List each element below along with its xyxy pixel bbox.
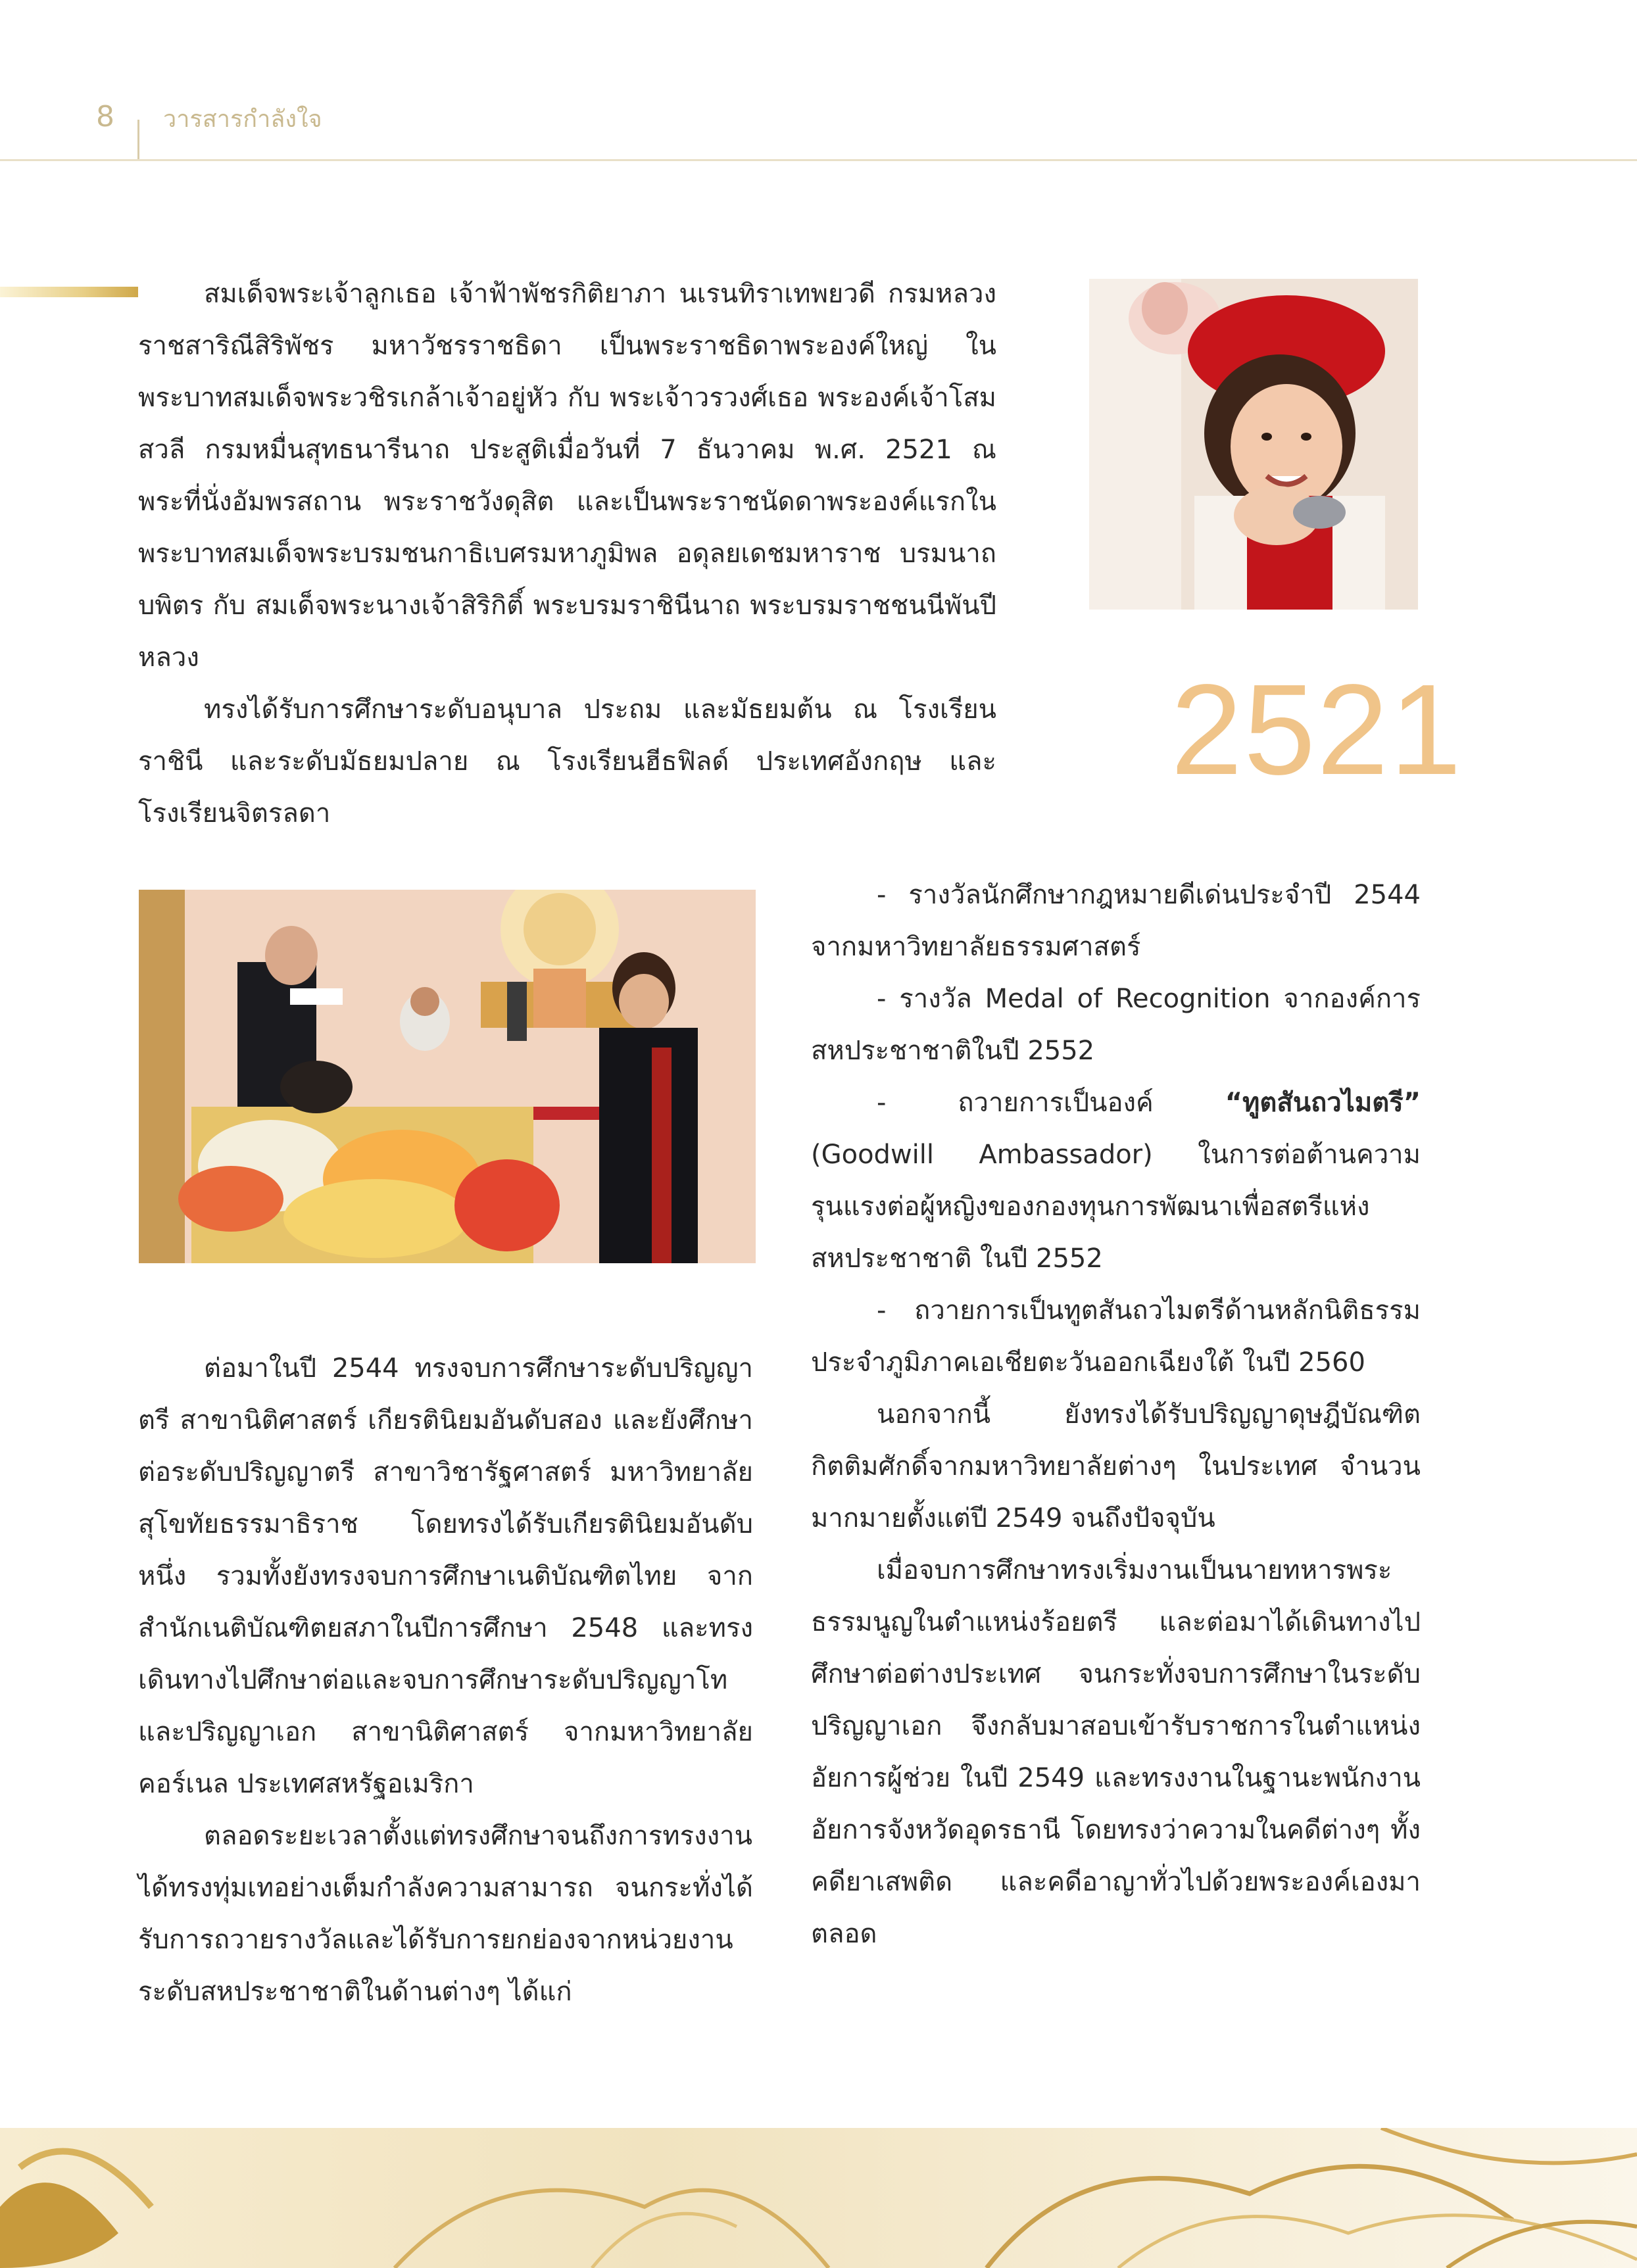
award-item-1: - รางวัลนักศึกษากฎหมายดีเด่นประจำปี 2544 จากมหาวิทยาลัยธรรมศาสตร์	[811, 880, 1421, 962]
magazine-title: วารสารกำลังใจ	[163, 106, 322, 133]
award-item-4: - ถวายการเป็นทูตสันถวไมตรีด้านหลักนิติธรรมประจำภูมิภาคเอเชียตะวันออกเฉียงใต้ ในปี 2560	[811, 1295, 1421, 1378]
intro-paragraph-2: ทรงได้รับการศึกษาระดับอนุบาล ประถม และมัธยมต้น ณ โรงเรียนราชินี และระดับมัธยมปลาย ณ โรงเรียนฮีธฟิลด์ ประเทศอังกฤษ และโรงเรียนจิตรลดา	[138, 694, 996, 829]
gold-accent-bar	[0, 287, 138, 297]
page-number: 8	[96, 100, 114, 133]
award-item-3-prefix: - ถวายการเป็นองค์	[877, 1088, 1225, 1118]
award-item-3-suffix: (Goodwill Ambassador) ในการต่อต้านความรุนแรงต่อผู้หญิงของกองทุนการพัฒนาเพื่อสตรีแห่งสหประชาชาติ ในปี 2552	[811, 1140, 1421, 1274]
year-label: 2521	[1171, 658, 1463, 802]
decorative-footer-band	[0, 2128, 1637, 2268]
header-divider	[137, 120, 139, 159]
childhood-photo-illustration	[1089, 279, 1418, 610]
awards-intro-paragraph: ตลอดระยะเวลาตั้งแต่ทรงศึกษาจนถึงการทรงงาน ได้ทรงทุ่มเทอย่างเต็มกำลังความสามารถ จนกระทั่งได้รับการถวายรางวัลและได้รับการยกย่องจากหน่วยงานระดับสหประชาชาติในด้านต่างๆ ได้แก่	[138, 1821, 753, 2007]
intro-paragraph-1: สมเด็จพระเจ้าลูกเธอ เจ้าฟ้าพัชรกิติยาภา นเรนทิราเทพยวดี กรมหลวงราชสาริณีสิริพัชร มหาวัชรราชธิดา เป็นพระราชธิดาพระองค์ใหญ่ ในพระบาทสมเด็จพระวชิรเกล้าเจ้าอยู่หัว กับ พระเจ้าวรวงศ์เธอ พระองค์เจ้าโสมสวลี กรมหมื่นสุทธนารีนาถ ประสูติเมื่อวันที่ 7 ธันวาคม พ.ศ. 2521 ณ พระที่นั่งอัมพรสถาน พระราชวังดุสิต และเป็นพระราชนัดดาพระองค์แรกในพระบาทสมเด็จพระบรมชนกาธิเบศรมหาภูมิพล อดุลยเดชมหาราช บรมนาถบพิตร กับ สมเด็จพระนางเจ้าสิริกิติ์ พระบรมราชินีนาถ พระบรมราชชนนีพันปีหลวง	[138, 279, 996, 673]
honorary-degrees-paragraph: นอกจากนี้ ยังทรงได้รับปริญญาดุษฎีบัณฑิตกิตติมศักดิ์จากมหาวิทยาลัยต่างๆ ในประเทศ จำนวนมากมายตั้งแต่ปี 2549 จนถึงปัจจุบัน	[811, 1399, 1421, 1533]
graduation-ceremony-photo	[139, 890, 756, 1263]
education-paragraph: ต่อมาในปี 2544 ทรงจบการศึกษาระดับปริญญาตรี สาขานิติศาสตร์ เกียรตินิยมอันดับสอง และยังศึกษาต่อระดับปริญญาตรี สาขาวิชารัฐศาสตร์ มหาวิทยาลัยสุโขทัยธรรมาธิราช โดยทรงได้รับเกียรตินิยมอันดับหนึ่ง รวมทั้งยังทรงจบการศึกษาเนติบัณฑิตไทย จากสำนักเนติบัณฑิตยสภาในปีการศึกษา 2548 และทรงเดินทางไปศึกษาต่อและจบการศึกษาระดับปริญญาโท และปริญญาเอก สาขานิติศาสตร์ จากมหาวิทยาลัยคอร์เนล ประเทศสหรัฐอเมริกา	[138, 1353, 753, 1799]
intro-section	[138, 268, 996, 840]
award-item-2: - รางวัล Medal of Recognition จากองค์การสหประชาชาติในปี 2552	[811, 984, 1421, 1066]
career-paragraph: เมื่อจบการศึกษาทรงเริ่มงานเป็นนายทหารพระธรรมนูญในตำแหน่งร้อยตรี และต่อมาได้เดินทางไปศึกษาต่อต่างประเทศ จนกระทั่งจบการศึกษาในระดับปริญญาเอก จึงกลับมาสอบเข้ารับราชการในตำแหน่งอัยการผู้ช่วย ในปี 2549 และทรงงานในฐานะพนักงานอัยการจังหวัดอุดรธานี โดยทรงว่าความในคดีต่างๆ ทั้งคดียาเสพติด และคดีอาญาทั่วไปด้วยพระองค์เองมาตลอด	[811, 1555, 1421, 1949]
floral-pattern-illustration	[0, 2128, 1637, 2268]
award-item-3	[811, 1077, 1421, 1285]
goodwill-ambassador-title: “ทูตสันถวไมตรี”	[1225, 1088, 1421, 1118]
header-rule	[0, 159, 1637, 161]
ceremony-photo-illustration	[139, 890, 756, 1263]
left-column	[138, 1343, 753, 2018]
childhood-photo	[1089, 279, 1418, 610]
right-column	[811, 869, 1421, 1960]
